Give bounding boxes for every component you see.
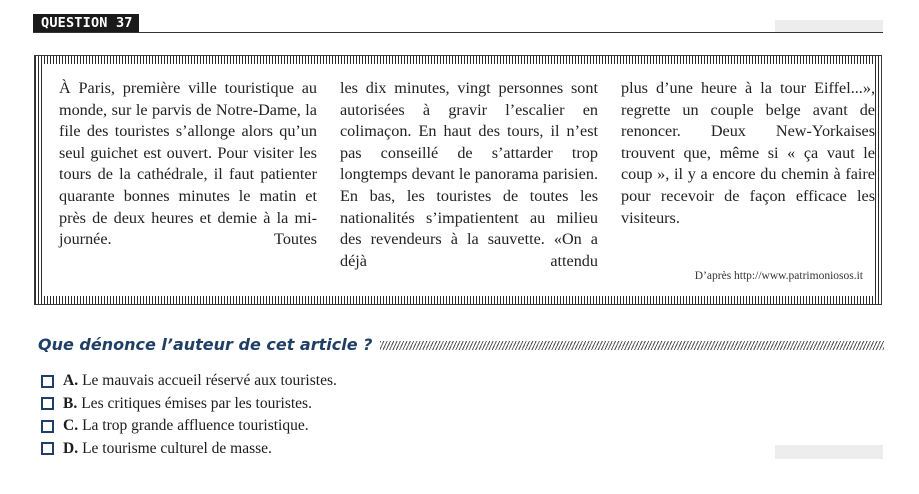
checkbox-icon[interactable] (41, 442, 54, 455)
article-column-2-text: les dix minutes, vingt personnes sont autorisées à gravir l’escalier en colimaçon. En haut des tours, il n’est pas conseillé de s’attarder trop longtemps devant le panorama parisien. En bas, les touristes de toutes les nationalités s’impatientent au milieu des revendeurs à la sauvette. «On a déjà attendu (340, 79, 598, 270)
article-column-2 (340, 78, 598, 272)
option-b[interactable] (41, 393, 337, 416)
decorative-hatch-line (380, 341, 884, 350)
option-a[interactable] (41, 370, 337, 393)
checkbox-icon[interactable] (41, 375, 54, 388)
option-text: La trop grande affluence touristique. (82, 417, 309, 435)
article-body (43, 64, 873, 296)
option-text: Les critiques émises par les touristes. (81, 394, 312, 412)
article-source: D’après http://www.patrimoniosos.it (694, 270, 863, 282)
question-prompt: Que dénonce l’auteur de cet article ? (38, 334, 373, 354)
article-column-3-text: plus d’une heure à la tour Eiffel...», regrette un couple belge avant de renoncer. Deux New-Yorkaises trouvent que, même si « ça vaut le coup », il y a encore du chemin à faire pour recevoir de façon efficace les visiteurs. (621, 79, 875, 227)
article-column-1-text: À Paris, première ville touristique au monde, sur le parvis de Notre-Dame, la file des touristes s’allonge alors qu’un seul guichet est ouvert. Pour visiter les tours de la cathédrale, il faut patienter quarante bonnes minutes le matin et près de deux heures et demie à la mi-journée. Toutes (59, 79, 317, 249)
checkbox-icon[interactable] (41, 420, 54, 433)
checkbox-icon[interactable] (41, 397, 54, 410)
option-text: Le tourisme culturel de masse. (82, 439, 272, 457)
article-column-3 (621, 78, 875, 229)
option-letter: D. (63, 439, 79, 457)
option-d[interactable] (41, 438, 337, 461)
option-c[interactable] (41, 415, 337, 438)
option-letter: A. (63, 372, 79, 390)
option-text: Le mauvais accueil réservé aux touristes. (82, 372, 337, 390)
question-number-label: QUESTION 37 (33, 14, 139, 33)
article-box (34, 55, 882, 305)
article-column-1 (59, 78, 317, 251)
question-prompt-row (38, 333, 884, 355)
header-rule (33, 32, 883, 33)
scan-artifact (775, 20, 883, 32)
answer-options (41, 370, 337, 460)
option-letter: B. (63, 394, 78, 412)
option-letter: C. (63, 417, 79, 435)
scan-artifact (775, 445, 883, 459)
